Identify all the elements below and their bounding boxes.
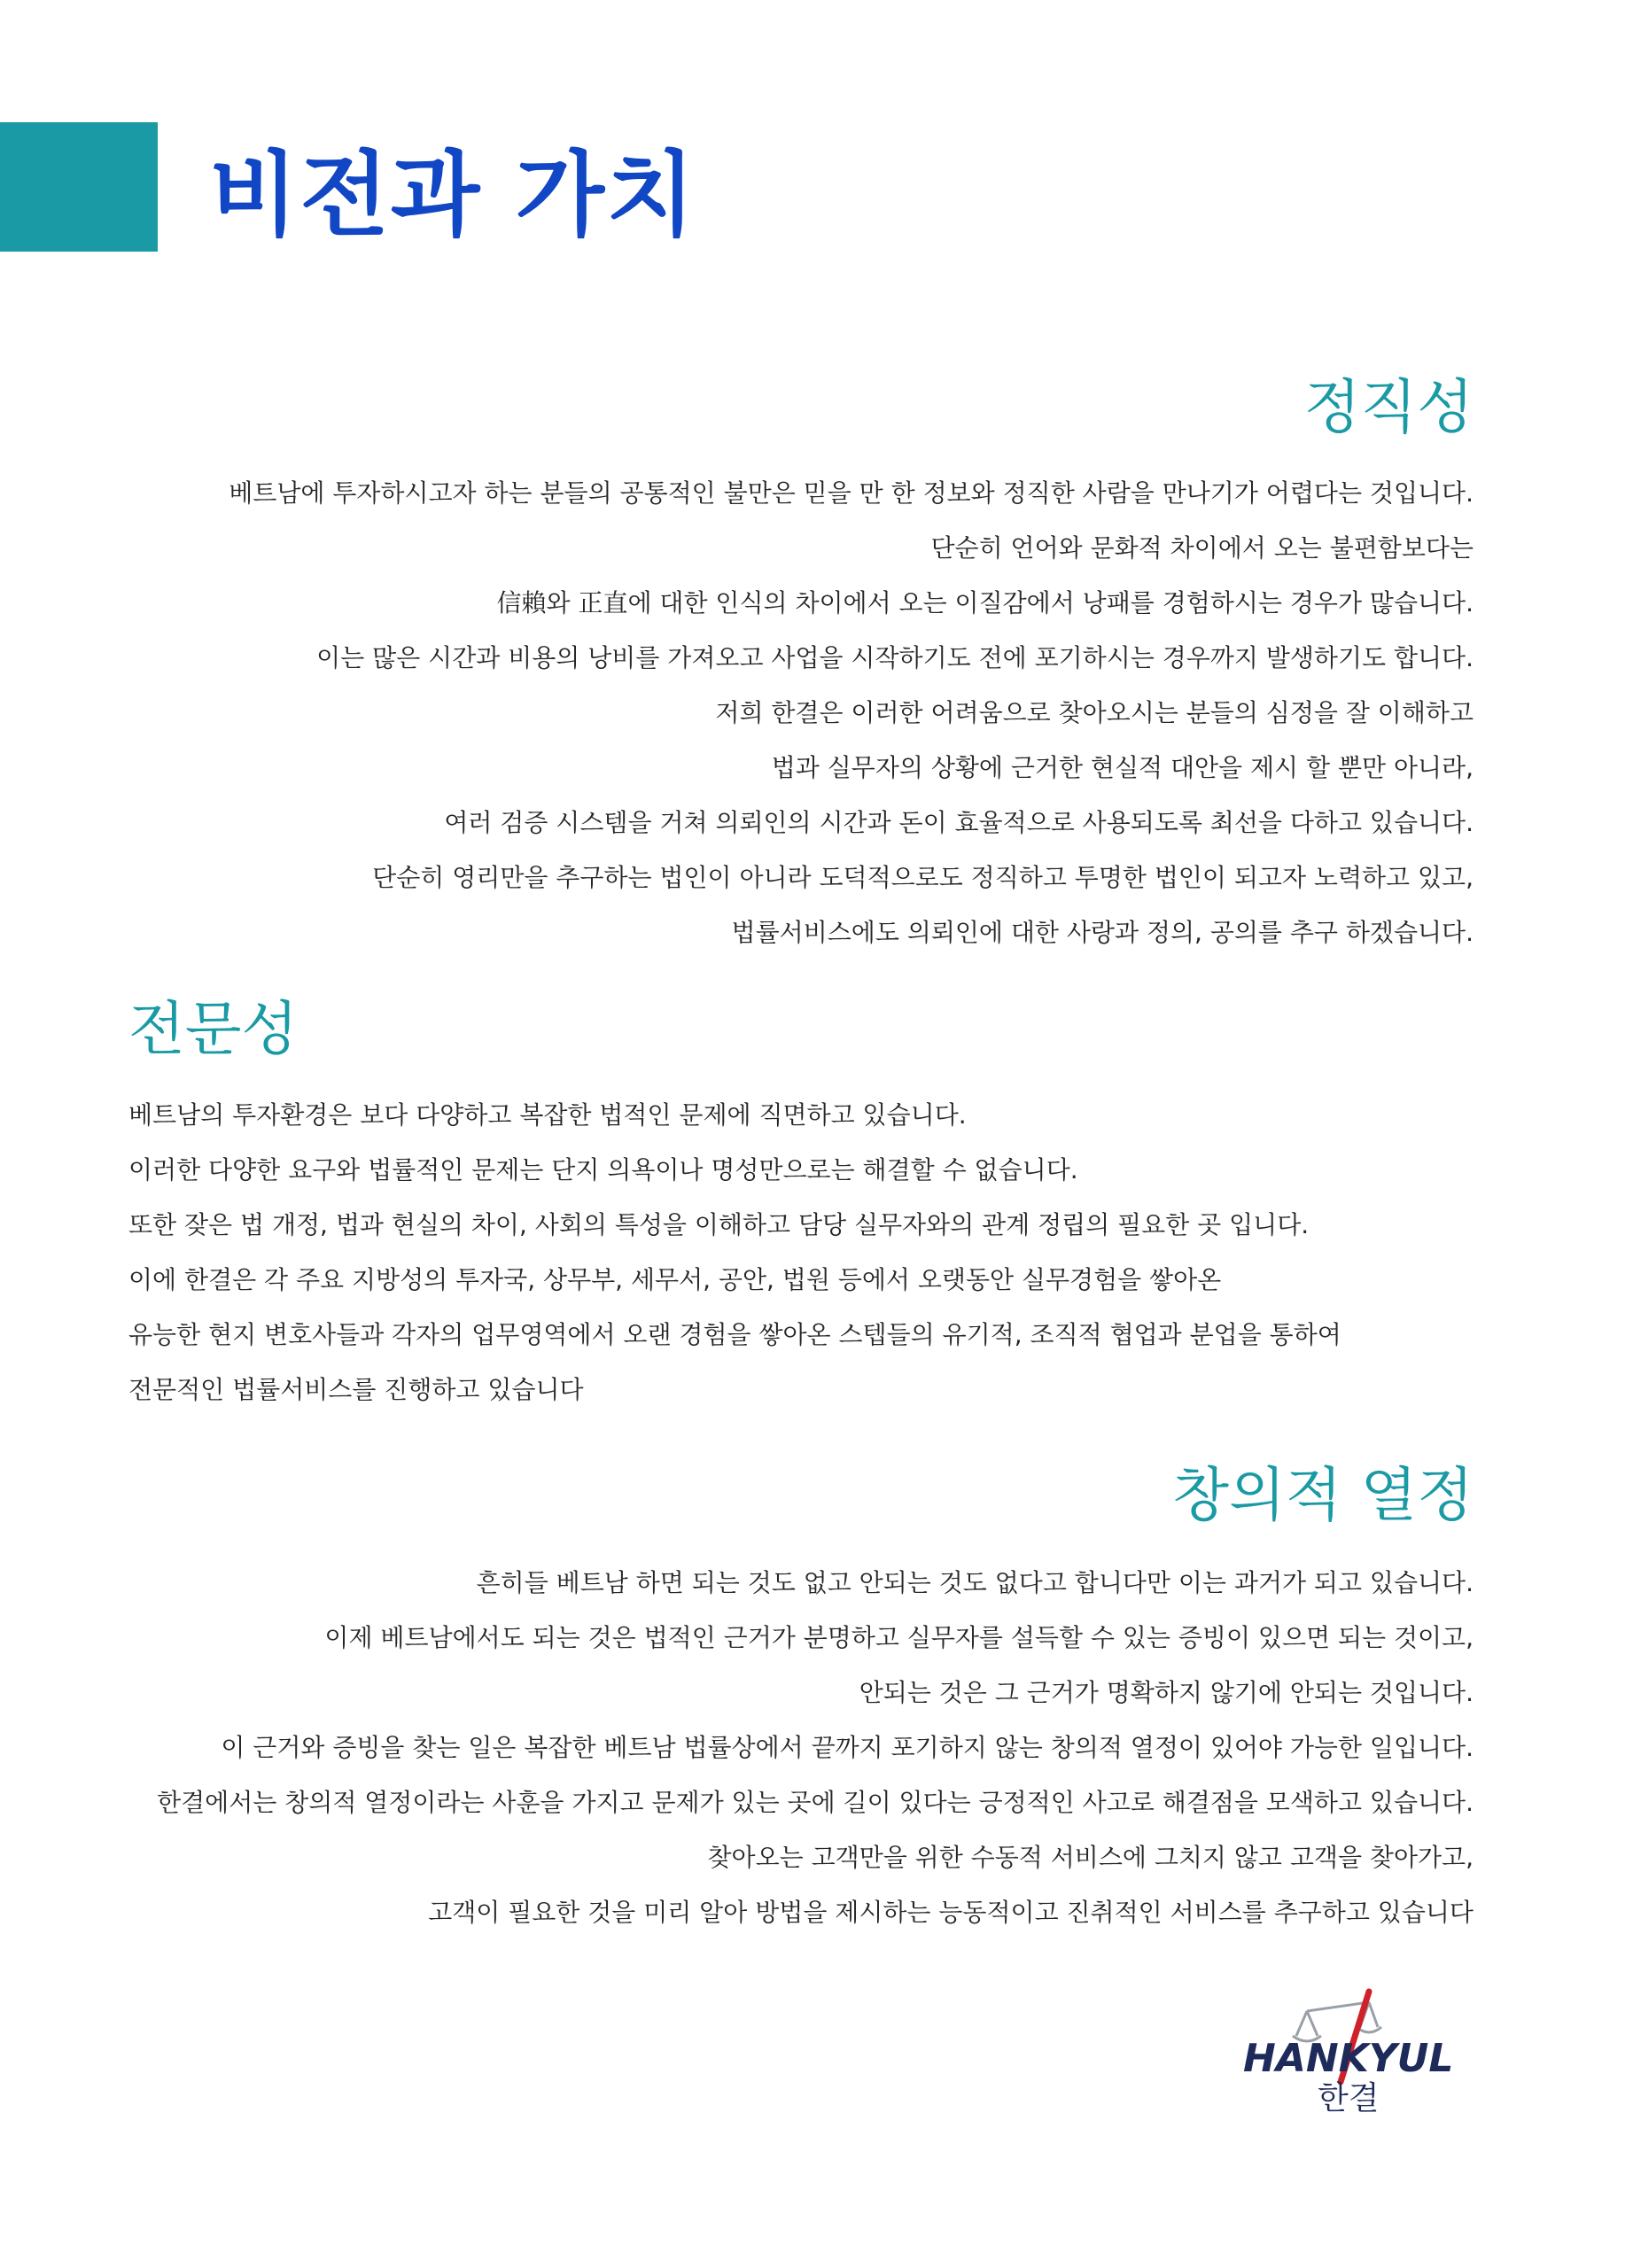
hankyul-logo xyxy=(1236,1984,1475,2117)
section-heading-expertise: 전문성 xyxy=(128,995,299,1063)
text-line: 유능한 현지 변호사들과 각자의 업무영역에서 오랜 경험을 쌓아온 스텝들의 유기적, 조직적 협업과 분업을 통하여 xyxy=(128,1320,1341,1349)
text-line: 한결에서는 창의적 열정이라는 사훈을 가지고 문제가 있는 곳에 길이 있다는 긍정적인 사고로 해결점을 모색하고 있습니다. xyxy=(157,1788,1474,1817)
logo-latin-text: HANKYUL xyxy=(1243,2036,1454,2081)
text-line: 여러 검증 시스템을 거쳐 의뢰인의 시간과 돈이 효율적으로 사용되도록 최선을 다하고 있습니다. xyxy=(444,808,1474,837)
text-line: 저희 한결은 이러한 어려움으로 찾아오시는 분들의 심정을 잘 이해하고 xyxy=(715,698,1474,727)
text-line: 단순히 영리만을 추구하는 법인이 아니라 도덕적으로도 정직하고 투명한 법인이 되고자 노력하고 있고, xyxy=(372,863,1474,892)
text-line: 단순히 언어와 문화적 차이에서 오는 불편함보다는 xyxy=(930,533,1474,563)
text-line: 이에 한결은 각 주요 지방성의 투자국, 상무부, 세무서, 공안, 법원 등에서 오랫동안 실무경험을 쌓아온 xyxy=(128,1265,1222,1294)
page-title: 비전과 가치 xyxy=(209,141,697,249)
text-line: 고객이 필요한 것을 미리 알아 방법을 제시하는 능동적이고 진취적인 서비스를 추구하고 있습니다 xyxy=(428,1898,1474,1927)
text-line: 또한 잦은 법 개정, 법과 현실의 차이, 사회의 특성을 이해하고 담당 실무자와의 관계 정립의 필요한 곳 입니다. xyxy=(128,1210,1310,1239)
text-line: 안되는 것은 그 근거가 명확하지 않기에 안되는 것입니다. xyxy=(859,1678,1474,1707)
text-line: 信賴와 正直에 대한 인식의 차이에서 오는 이질감에서 낭패를 경험하시는 경우가 많습니다. xyxy=(496,588,1474,617)
header-accent-block xyxy=(0,122,158,252)
section-body-honesty xyxy=(229,466,1474,960)
text-line: 법과 실무자의 상황에 근거한 현실적 대안을 제시 할 뿐만 아니라, xyxy=(771,753,1474,782)
text-line: 이 근거와 증빙을 찾는 일은 복잡한 베트남 법률상에서 끝까지 포기하지 않는 창의적 열정이 있어야 가능한 일입니다. xyxy=(221,1733,1474,1762)
text-line: 이는 많은 시간과 비용의 낭비를 가져오고 사업을 시작하기도 전에 포기하시는 경우까지 발생하기도 합니다. xyxy=(316,643,1474,672)
logo-korean-text: 한결 xyxy=(1318,2080,1380,2117)
text-line: 흔히들 베트남 하면 되는 것도 없고 안되는 것도 없다고 합니다만 이는 과거가 되고 있습니다. xyxy=(476,1568,1474,1597)
section-heading-honesty: 정직성 xyxy=(1303,373,1474,441)
section-body-expertise xyxy=(128,1088,1341,1418)
section-body-creative-passion xyxy=(157,1556,1474,1940)
text-line: 베트남에 투자하시고자 하는 분들의 공통적인 불만은 믿을 만 한 정보와 정직한 사람을 만나기가 어렵다는 것입니다. xyxy=(229,478,1474,508)
text-line: 전문적인 법률서비스를 진행하고 있습니다 xyxy=(128,1375,584,1404)
text-line: 이러한 다양한 요구와 법률적인 문제는 단지 의욕이나 명성만으로는 해결할 수 없습니다. xyxy=(128,1155,1078,1184)
text-line: 법률서비스에도 의뢰인에 대한 사랑과 정의, 공의를 추구 하겠습니다. xyxy=(731,918,1474,947)
text-line: 찾아오는 고객만을 위한 수동적 서비스에 그치지 않고 고객을 찾아가고, xyxy=(707,1843,1474,1872)
text-line: 베트남의 투자환경은 보다 다양하고 복잡한 법적인 문제에 직면하고 있습니다. xyxy=(128,1100,967,1130)
section-heading-creative-passion: 창의적 열정 xyxy=(1172,1461,1474,1529)
text-line: 이제 베트남에서도 되는 것은 법적인 근거가 분명하고 실무자를 설득할 수 있는 증빙이 있으면 되는 것이고, xyxy=(324,1623,1474,1652)
